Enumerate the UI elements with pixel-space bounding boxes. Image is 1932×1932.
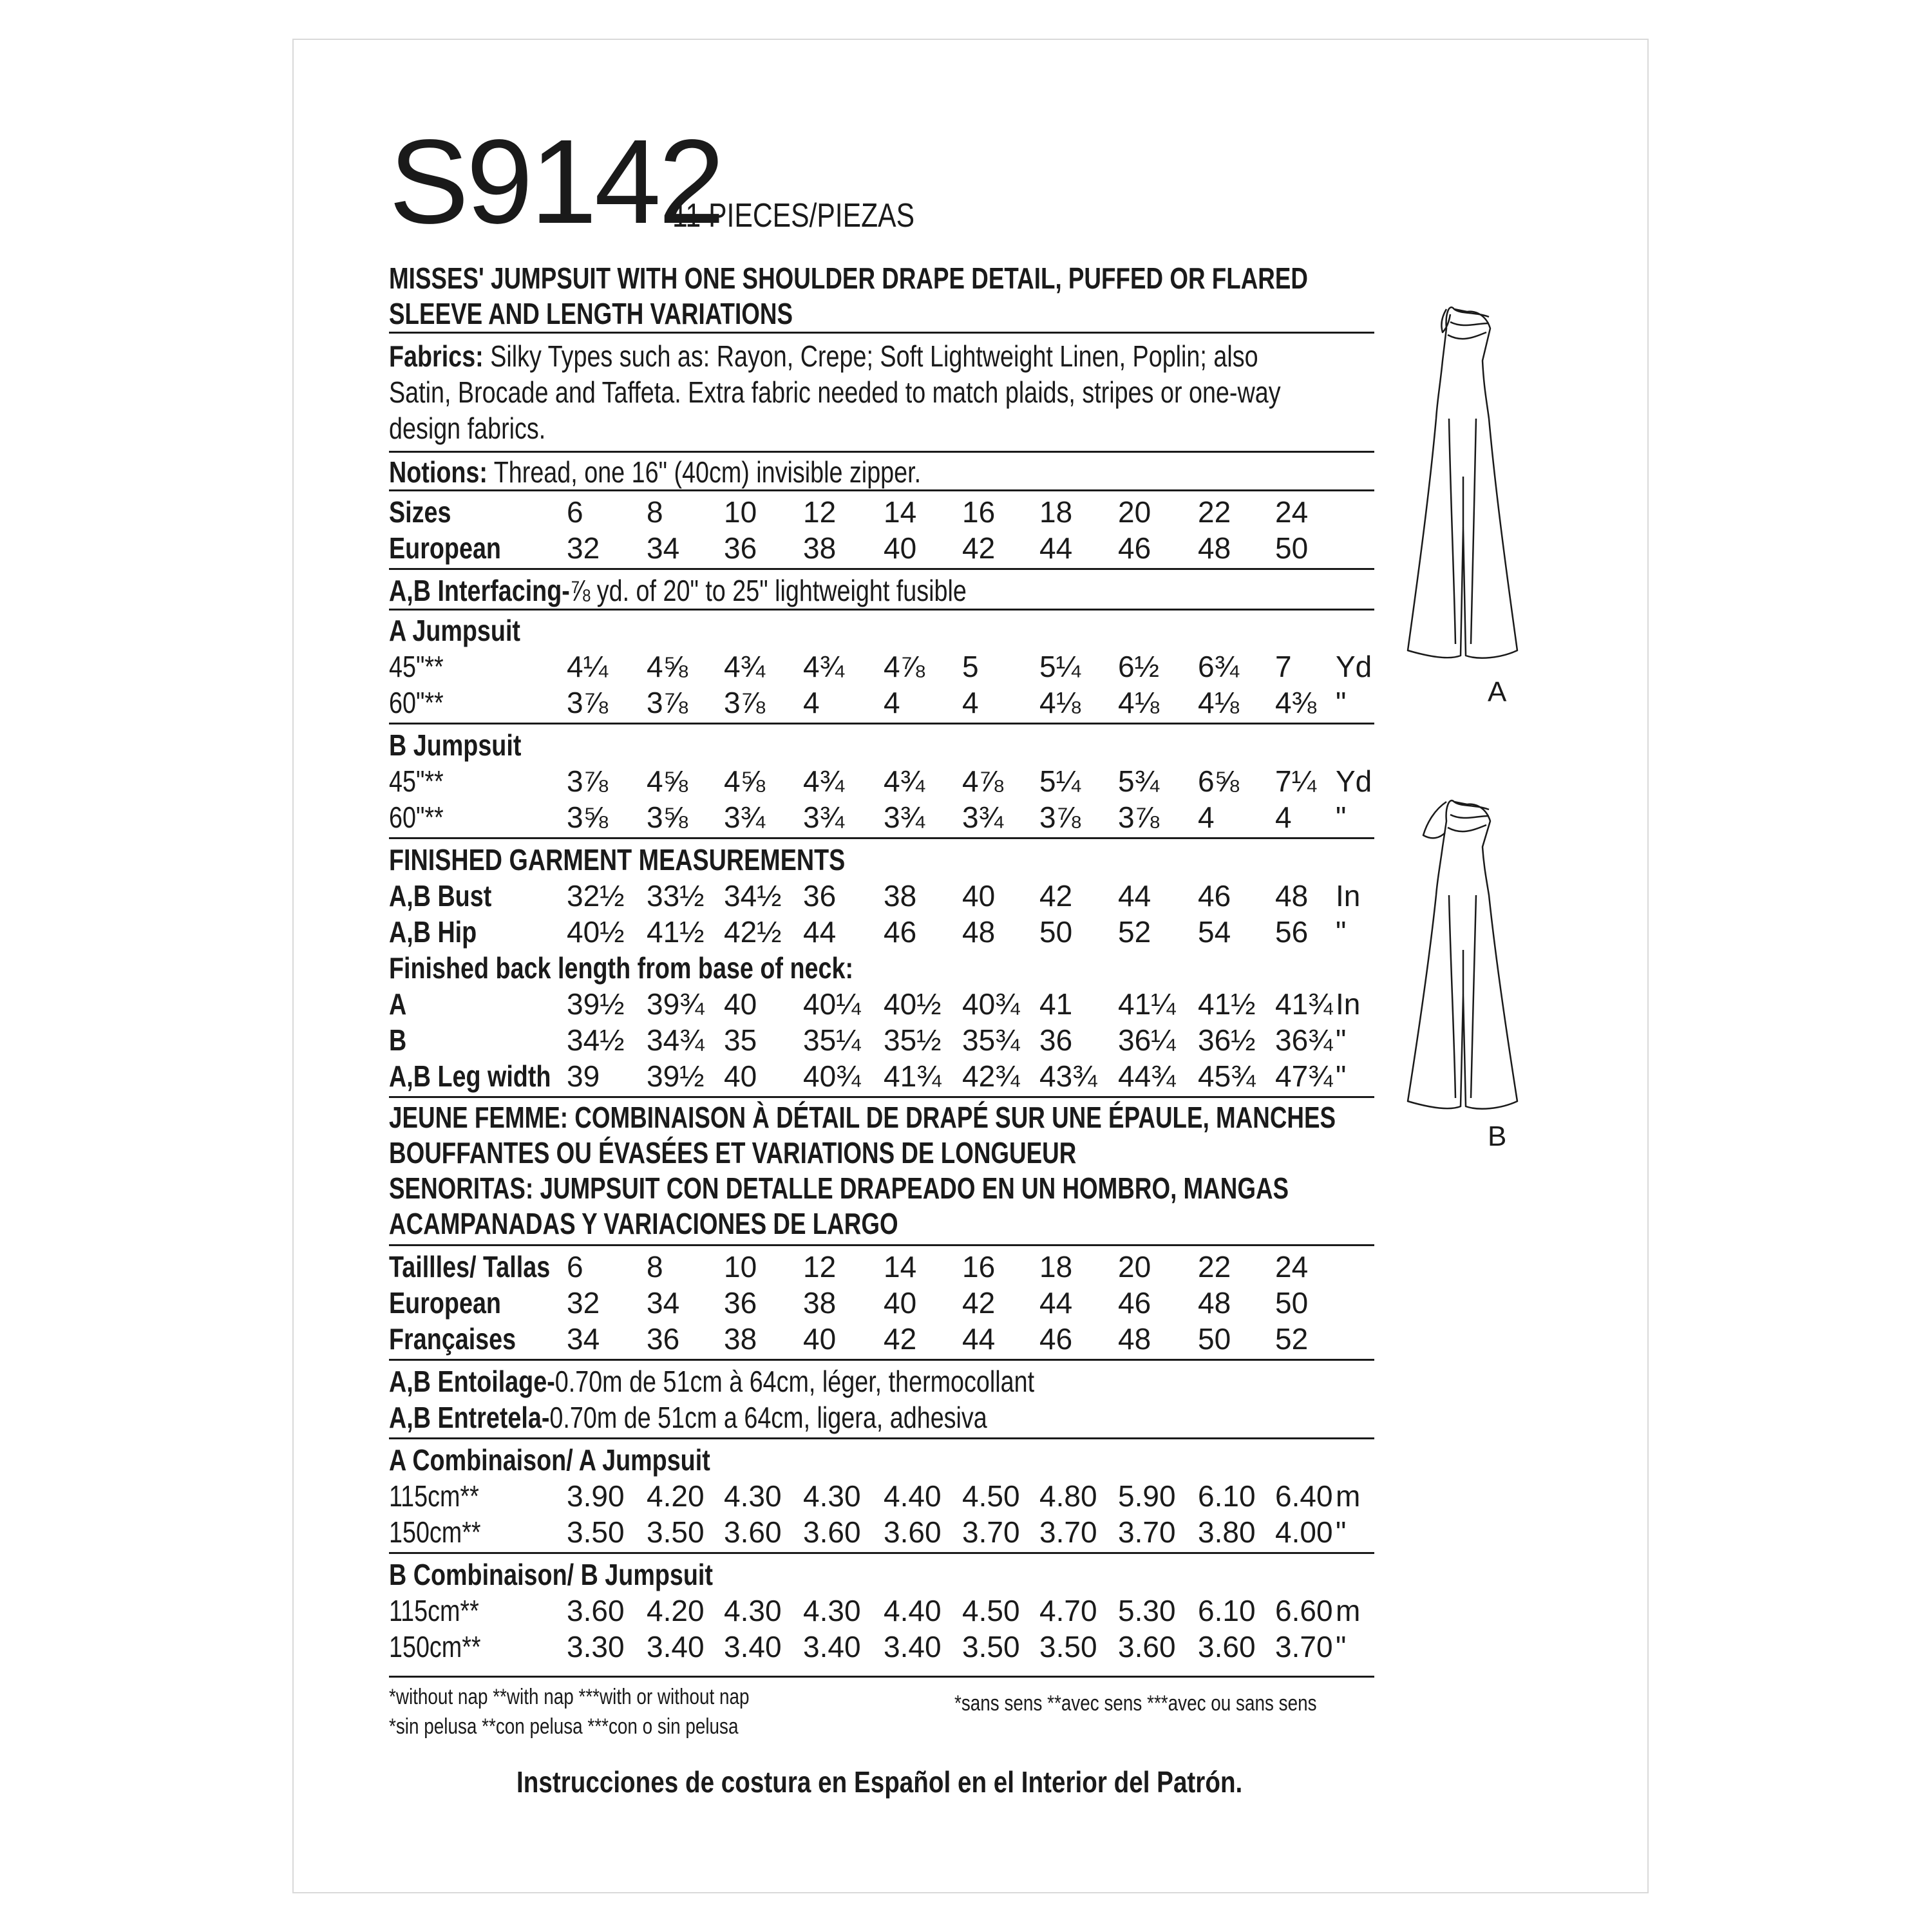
yardage-width-label: 60"**	[389, 686, 444, 719]
value-cell: 5	[962, 650, 979, 683]
value-cell: 3.40	[803, 1630, 861, 1663]
a-combinaison-115-row	[389, 1479, 1374, 1515]
value-cell: 12	[803, 495, 837, 529]
value-cell: 5¼	[1039, 764, 1081, 798]
value-cell: 3¾	[884, 800, 925, 834]
value-cell: 40	[724, 1059, 757, 1093]
value-cell: 3¾	[724, 800, 765, 834]
value-cell: 36	[803, 879, 837, 913]
value-cell: 48	[1198, 1286, 1231, 1320]
value-cell: 36	[1039, 1023, 1073, 1057]
value-cell: 4⅛	[1118, 686, 1159, 719]
value-cell: 35¼	[803, 1023, 861, 1057]
value-cell: 45¾	[1198, 1059, 1256, 1093]
value-cell: 3.60	[1118, 1630, 1176, 1663]
value-cell: 4.20	[647, 1479, 705, 1513]
value-cell: 3.60	[803, 1515, 861, 1549]
sizes-label: Sizes	[389, 495, 451, 529]
entretela-row	[389, 1400, 1374, 1436]
value-cell: 10	[724, 1250, 757, 1283]
value-cell: 40¾	[962, 987, 1020, 1021]
value-cell: 6.10	[1198, 1479, 1256, 1513]
spanish-title-line1: SENORITAS: JUMPSUIT CON DETALLE DRAPEADO EN UN HOMBRO, MANGAS	[389, 1171, 1289, 1205]
value-cell: 4¾	[803, 764, 844, 798]
spanish-title-line2: ACAMPANADAS Y VARIACIONES DE LARGO	[389, 1207, 898, 1240]
unit-cell: "	[1336, 800, 1347, 834]
unit-cell: "	[1336, 686, 1347, 719]
value-cell: 7	[1275, 650, 1292, 683]
value-cell: 43¾	[1039, 1059, 1097, 1093]
value-cell: 39¾	[647, 987, 705, 1021]
value-cell: 46	[1198, 879, 1231, 913]
value-cell: 14	[884, 1250, 917, 1283]
francaises-label: Françaises	[389, 1322, 516, 1356]
view-b-illustration	[1404, 782, 1520, 1117]
value-cell: 4.50	[962, 1479, 1020, 1513]
value-cell: 6.60	[1275, 1594, 1333, 1627]
value-cell: 3¾	[803, 800, 844, 834]
value-cell: 4⅝	[724, 764, 765, 798]
b-jumpsuit-heading	[389, 728, 1374, 764]
pattern-title-line2: SLEEVE AND LENGTH VARIATIONS	[389, 297, 793, 330]
leg-width-label: A,B Leg width	[389, 1059, 551, 1093]
yardage-width-label: 45"**	[389, 764, 444, 798]
value-cell: 40¼	[803, 987, 861, 1021]
value-cell: 3.70	[1039, 1515, 1097, 1549]
value-cell: 50	[1198, 1322, 1231, 1356]
back-length-a-row	[389, 987, 1374, 1023]
value-cell: 4	[884, 686, 900, 719]
b-combinaison-150-row	[389, 1629, 1374, 1665]
value-cell: 38	[803, 531, 837, 565]
value-cell: 3.70	[1275, 1630, 1333, 1663]
hip-label: A,B Hip	[389, 915, 477, 949]
value-cell: 16	[962, 495, 996, 529]
value-cell: 34½	[724, 879, 782, 913]
entretela-label: A,B Entretela-	[389, 1401, 550, 1434]
value-cell: 4.80	[1039, 1479, 1097, 1513]
value-cell: 56	[1275, 915, 1309, 949]
value-cell: 24	[1275, 1250, 1309, 1283]
value-cell: 44¾	[1118, 1059, 1176, 1093]
value-cell: 22	[1198, 1250, 1231, 1283]
a-jumpsuit-45-row	[389, 649, 1374, 685]
unit-cell: m	[1336, 1594, 1361, 1627]
notions-label: Notions:	[389, 455, 488, 489]
value-cell: 3.40	[647, 1630, 705, 1663]
european-label: European	[389, 1286, 501, 1320]
value-cell: 4.30	[724, 1594, 782, 1627]
b-combinaison-115-row	[389, 1593, 1374, 1629]
value-cell: 6⅝	[1198, 764, 1239, 798]
metric-width-label: 115cm**	[389, 1479, 479, 1513]
entoilage-amount: 0.70m de 51cm à 64cm, léger, thermocollant	[554, 1365, 1035, 1398]
entretela-text	[389, 1400, 987, 1435]
value-cell: 6.10	[1198, 1594, 1256, 1627]
value-cell: 54	[1198, 915, 1231, 949]
value-cell: 6¾	[1198, 650, 1239, 683]
b-jumpsuit-label: B Jumpsuit	[389, 728, 522, 762]
value-cell: 4⅝	[647, 764, 688, 798]
value-cell: 50	[1039, 915, 1073, 949]
value-cell: 41	[1039, 987, 1073, 1021]
a-jumpsuit-60-row	[389, 685, 1374, 721]
value-cell: 34	[567, 1322, 600, 1356]
value-cell: 3.70	[1118, 1515, 1176, 1549]
value-cell: 36	[647, 1322, 680, 1356]
a-combinaison-label: A Combinaison/ A Jumpsuit	[389, 1443, 710, 1477]
view-b-figure-label: B	[1488, 1121, 1507, 1152]
value-cell: 3⅞	[647, 686, 688, 719]
value-cell: 3⅞	[567, 764, 608, 798]
bust-label: A,B Bust	[389, 879, 492, 913]
value-cell: 39½	[567, 987, 625, 1021]
value-cell: 14	[884, 495, 917, 529]
value-cell: 16	[962, 1250, 996, 1283]
value-cell: 44	[803, 915, 837, 949]
view-a-label: A	[389, 987, 407, 1021]
value-cell: 3.60	[724, 1515, 782, 1549]
fabrics-text-line1: Silky Types such as: Rayon, Crepe; Soft Lightweight Linen, Poplin; also	[490, 339, 1258, 373]
value-cell: 50	[1275, 1286, 1309, 1320]
value-cell: 48	[1275, 879, 1309, 913]
sizes-row	[389, 495, 1374, 531]
value-cell: 3⅞	[1039, 800, 1081, 834]
unit-cell: Yd	[1336, 764, 1372, 798]
fabrics-text-line2: Satin, Brocade and Taffeta. Extra fabric needed to match plaids, stripes or one-way	[389, 375, 1281, 409]
value-cell: 42	[962, 1286, 996, 1320]
value-cell: 40	[962, 879, 996, 913]
value-cell: 36¼	[1118, 1023, 1176, 1057]
value-cell: 4.50	[962, 1594, 1020, 1627]
interfacing-amount: ⅞ yd. of 20" to 25" lightweight fusible	[569, 574, 967, 607]
value-cell: 36	[724, 531, 757, 565]
value-cell: 4	[1198, 800, 1215, 834]
b-combinaison-label: B Combinaison/ B Jumpsuit	[389, 1558, 713, 1591]
b-combinaison-heading	[389, 1557, 1374, 1593]
value-cell: 41¾	[1275, 987, 1333, 1021]
divider	[389, 568, 1374, 570]
value-cell: 40½	[567, 915, 625, 949]
value-cell: 32	[567, 1286, 600, 1320]
value-cell: 3.90	[567, 1479, 625, 1513]
value-cell: 40½	[884, 987, 942, 1021]
value-cell: 3.60	[884, 1515, 942, 1549]
value-cell: 5¼	[1039, 650, 1081, 683]
value-cell: 44	[1039, 1286, 1073, 1320]
value-cell: 3.40	[884, 1630, 942, 1663]
metric-european-row	[389, 1285, 1374, 1321]
value-cell: 47¾	[1275, 1059, 1333, 1093]
leg-width-row	[389, 1059, 1374, 1095]
value-cell: 3⅝	[567, 800, 608, 834]
divider	[389, 609, 1374, 611]
value-cell: 3.80	[1198, 1515, 1256, 1549]
value-cell: 4¼	[567, 650, 608, 683]
value-cell: 24	[1275, 495, 1309, 529]
value-cell: 44	[1039, 531, 1073, 565]
value-cell: 39½	[647, 1059, 705, 1093]
value-cell: 34	[647, 531, 680, 565]
value-cell: 3⅞	[1118, 800, 1159, 834]
french-title-line1: JEUNE FEMME: COMBINAISON À DÉTAIL DE DRAPÉ SUR UNE ÉPAULE, MANCHES	[389, 1101, 1336, 1134]
european-row	[389, 531, 1374, 567]
value-cell: 44	[962, 1322, 996, 1356]
value-cell: 10	[724, 495, 757, 529]
value-cell: 8	[647, 495, 663, 529]
interfacing-text	[389, 573, 967, 608]
a-jumpsuit-heading	[389, 613, 1374, 649]
value-cell: 36¾	[1275, 1023, 1333, 1057]
value-cell: 46	[884, 915, 917, 949]
entoilage-text	[389, 1364, 1034, 1399]
divider	[389, 1437, 1374, 1439]
metric-width-label: 115cm**	[389, 1594, 479, 1627]
value-cell: 3.30	[567, 1630, 625, 1663]
value-cell: 48	[1118, 1322, 1151, 1356]
value-cell: 3.60	[567, 1594, 625, 1627]
piece-count: 11 PIECES/PIEZAS	[672, 197, 915, 234]
value-cell: 4⅜	[1275, 686, 1316, 719]
value-cell: 40¾	[803, 1059, 861, 1093]
value-cell: 44	[1118, 879, 1151, 913]
value-cell: 22	[1198, 495, 1231, 529]
value-cell: 4⅞	[884, 650, 925, 683]
value-cell: 39	[567, 1059, 600, 1093]
value-cell: 41½	[647, 915, 705, 949]
value-cell: 4	[803, 686, 820, 719]
value-cell: 3.50	[567, 1515, 625, 1549]
french-title-line2: BOUFFANTES OU ÉVASÉES ET VARIATIONS DE LONGUEUR	[389, 1136, 1077, 1170]
pattern-code: S9142	[389, 115, 723, 249]
value-cell: 6	[567, 495, 583, 529]
value-cell: 3⅝	[647, 800, 688, 834]
value-cell: 18	[1039, 1250, 1073, 1283]
value-cell: 3⅞	[724, 686, 765, 719]
view-a-figure-label: A	[1488, 676, 1507, 708]
value-cell: 35	[724, 1023, 757, 1057]
metric-width-label: 150cm**	[389, 1515, 481, 1549]
unit-cell: m	[1336, 1479, 1361, 1513]
divider	[389, 723, 1374, 724]
value-cell: 36	[724, 1286, 757, 1320]
value-cell: 6	[567, 1250, 583, 1283]
metric-sizes-row	[389, 1249, 1374, 1285]
fabrics-text-line3: design fabrics.	[389, 412, 546, 445]
value-cell: 42	[884, 1322, 917, 1356]
value-cell: 6½	[1118, 650, 1159, 683]
value-cell: 4¾	[724, 650, 765, 683]
value-cell: 4.40	[884, 1479, 942, 1513]
unit-cell: "	[1336, 1630, 1347, 1663]
value-cell: 48	[962, 915, 996, 949]
value-cell: 4.00	[1275, 1515, 1333, 1549]
value-cell: 48	[1198, 531, 1231, 565]
fabrics-section	[389, 338, 1371, 446]
divider	[389, 489, 1374, 491]
footnote-spanish: *sin pelusa **con pelusa ***con o sin pelusa	[389, 1714, 739, 1739]
francaises-row	[389, 1321, 1374, 1358]
unit-cell: "	[1336, 1023, 1347, 1057]
value-cell: 4.30	[724, 1479, 782, 1513]
divider	[389, 837, 1374, 839]
value-cell: 41¼	[1118, 987, 1176, 1021]
view-b-label: B	[389, 1023, 407, 1057]
pattern-title-line1: MISSES' JUMPSUIT WITH ONE SHOULDER DRAPE DETAIL, PUFFED OR FLARED	[389, 261, 1308, 295]
divider	[389, 451, 1374, 453]
value-cell: 52	[1275, 1322, 1309, 1356]
finished-heading-label: FINISHED GARMENT MEASUREMENTS	[389, 843, 846, 876]
value-cell: 4.40	[884, 1594, 942, 1627]
value-cell: 3.50	[647, 1515, 705, 1549]
footnote-french: *sans sens **avec sens ***avec ou sans sens	[954, 1691, 1317, 1716]
value-cell: 50	[1275, 531, 1309, 565]
value-cell: 4.30	[803, 1479, 861, 1513]
unit-cell: In	[1336, 987, 1361, 1021]
divider	[389, 1676, 1374, 1678]
value-cell: 8	[647, 1250, 663, 1283]
value-cell: 40	[803, 1322, 837, 1356]
value-cell: 3.50	[962, 1630, 1020, 1663]
view-a-illustration	[1404, 283, 1520, 670]
value-cell: 40	[724, 987, 757, 1021]
notions-section	[389, 454, 1371, 490]
value-cell: 41¾	[884, 1059, 942, 1093]
entoilage-label: A,B Entoilage-	[389, 1365, 555, 1398]
value-cell: 18	[1039, 495, 1073, 529]
value-cell: 4⅞	[962, 764, 1003, 798]
a-combinaison-heading	[389, 1443, 1374, 1479]
value-cell: 4.20	[647, 1594, 705, 1627]
value-cell: 3¾	[962, 800, 1003, 834]
value-cell: 52	[1118, 915, 1151, 949]
value-cell: 40	[884, 531, 917, 565]
value-cell: 5¾	[1118, 764, 1159, 798]
value-cell: 4⅛	[1039, 686, 1081, 719]
interfacing-row	[389, 573, 1374, 609]
value-cell: 7¼	[1275, 764, 1316, 798]
value-cell: 5.30	[1118, 1594, 1176, 1627]
value-cell: 38	[803, 1286, 837, 1320]
value-cell: 3.40	[724, 1630, 782, 1663]
value-cell: 4	[1275, 800, 1292, 834]
value-cell: 5.90	[1118, 1479, 1176, 1513]
notions-text: Thread, one 16" (40cm) invisible zipper.	[493, 455, 922, 489]
bust-row	[389, 878, 1374, 914]
unit-cell: "	[1336, 1515, 1347, 1549]
value-cell: 40	[884, 1286, 917, 1320]
divider	[389, 1552, 1374, 1554]
value-cell: 3⅞	[567, 686, 608, 719]
value-cell: 4.30	[803, 1594, 861, 1627]
finished-heading	[389, 842, 1374, 878]
value-cell: 34½	[567, 1023, 625, 1057]
value-cell: 41½	[1198, 987, 1256, 1021]
divider	[389, 332, 1374, 334]
value-cell: 4⅝	[647, 650, 688, 683]
hip-row	[389, 914, 1374, 951]
value-cell: 12	[803, 1250, 837, 1283]
yardage-width-label: 60"**	[389, 800, 444, 834]
value-cell: 38	[884, 879, 917, 913]
value-cell: 36½	[1198, 1023, 1256, 1057]
value-cell: 20	[1118, 1250, 1151, 1283]
value-cell: 38	[724, 1322, 757, 1356]
divider	[389, 1244, 1374, 1246]
value-cell: 46	[1118, 1286, 1151, 1320]
back-length-b-row	[389, 1023, 1374, 1059]
value-cell: 46	[1039, 1322, 1073, 1356]
unit-cell: In	[1336, 879, 1361, 913]
value-cell: 42½	[724, 915, 782, 949]
value-cell: 32½	[567, 879, 625, 913]
entretela-amount: 0.70m de 51cm a 64cm, ligera, adhesiva	[549, 1401, 987, 1434]
value-cell: 34	[647, 1286, 680, 1320]
value-cell: 4¾	[803, 650, 844, 683]
value-cell: 6.40	[1275, 1479, 1333, 1513]
value-cell: 3.70	[962, 1515, 1020, 1549]
value-cell: 35¾	[962, 1023, 1020, 1057]
value-cell: 42¾	[962, 1059, 1020, 1093]
a-combinaison-150-row	[389, 1515, 1374, 1551]
european-label: European	[389, 531, 501, 565]
value-cell: 35½	[884, 1023, 942, 1057]
b-jumpsuit-45-row	[389, 764, 1374, 800]
value-cell: 4.70	[1039, 1594, 1097, 1627]
unit-cell: "	[1336, 915, 1347, 949]
back-length-label: Finished back length from base of neck:	[389, 951, 854, 985]
spanish-instructions-note: Instrucciones de costura en Español en el Interior del Patrón.	[516, 1765, 1243, 1799]
value-cell: 42	[962, 531, 996, 565]
interfacing-label: A,B Interfacing-	[389, 574, 570, 607]
fabrics-label: Fabrics:	[389, 339, 484, 373]
back-length-heading	[389, 951, 1374, 987]
unit-cell: Yd	[1336, 650, 1372, 683]
value-cell: 4¾	[884, 764, 925, 798]
tailles-label: Taillles/ Tallas	[389, 1250, 551, 1283]
value-cell: 42	[1039, 879, 1073, 913]
metric-width-label: 150cm**	[389, 1630, 481, 1663]
yardage-width-label: 45"**	[389, 650, 444, 683]
value-cell: 32	[567, 531, 600, 565]
value-cell: 20	[1118, 495, 1151, 529]
unit-cell: "	[1336, 1059, 1347, 1093]
footnote-english: *without nap **with nap ***with or without nap	[389, 1685, 750, 1709]
a-jumpsuit-label: A Jumpsuit	[389, 614, 520, 647]
divider	[389, 1096, 1374, 1098]
value-cell: 33½	[647, 879, 705, 913]
b-jumpsuit-60-row	[389, 800, 1374, 836]
value-cell: 3.50	[1039, 1630, 1097, 1663]
value-cell: 34¾	[647, 1023, 705, 1057]
value-cell: 4⅛	[1198, 686, 1239, 719]
entoilage-row	[389, 1364, 1374, 1400]
value-cell: 46	[1118, 531, 1151, 565]
value-cell: 4	[962, 686, 979, 719]
divider	[389, 1359, 1374, 1361]
value-cell: 3.60	[1198, 1630, 1256, 1663]
